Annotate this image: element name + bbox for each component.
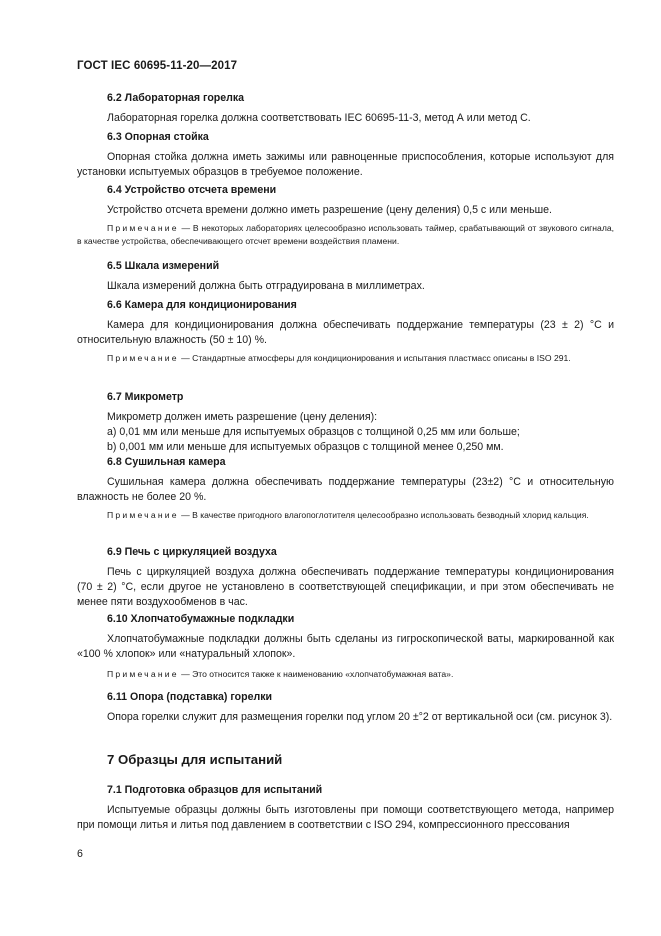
page-number: 6 xyxy=(77,848,83,860)
paragraph: Микрометр должен иметь разрешение (цену деления): xyxy=(107,411,378,423)
section-heading: 6.10 Хлопчатобумажные подкладки xyxy=(107,613,295,625)
note xyxy=(77,222,614,248)
section-heading: 6.2 Лабораторная горелка xyxy=(107,92,245,104)
note-label: Примечание xyxy=(107,223,179,233)
note-label: Примечание xyxy=(107,669,179,679)
section-6-9 xyxy=(77,545,614,610)
section-6-11 xyxy=(77,690,614,725)
standard-header: ГОСТ IEC 60695-11-20—2017 xyxy=(77,60,238,72)
note-label: Примечание xyxy=(107,510,179,520)
section-heading: 6.4 Устройство отсчета времени xyxy=(107,184,277,196)
note-label: Примечание xyxy=(107,353,179,363)
section-heading: 6.5 Шкала измерений xyxy=(107,260,220,272)
note xyxy=(77,668,614,681)
list-item: b) 0,001 мм или меньше для испытуемых образцов с толщиной менее 0,250 мм. xyxy=(107,441,504,453)
note xyxy=(77,352,614,365)
note-text: — Стандартные атмосферы для кондиционирования и испытания пластмасс описаны в ISO 291. xyxy=(178,353,571,363)
section-6-10 xyxy=(77,612,614,681)
section-heading: 6.6 Камера для кондиционирования xyxy=(107,299,297,311)
section-6-8 xyxy=(77,455,614,522)
section-heading: 6.9 Печь с циркуляцией воздуха xyxy=(107,546,277,558)
section-7-1 xyxy=(77,783,614,833)
section-heading: 6.3 Опорная стойка xyxy=(107,131,209,143)
section-6-2 xyxy=(77,91,614,126)
section-6-6 xyxy=(77,298,614,365)
paragraph: Устройство отсчета времени должно иметь разрешение (цену деления) 0,5 с или меньше. xyxy=(107,204,552,216)
paragraph: Опора горелки служит для размещения горелки под углом 20 ±°2 от вертикальной оси (см. рисунок 3). xyxy=(107,711,613,723)
paragraph: Опорная стойка должна иметь зажимы или равноценные приспособления, которые используют для установки испытуемых образцов в требуемое положение. xyxy=(77,151,614,178)
section-6-4 xyxy=(77,183,614,248)
paragraph: Сушильная камера должна обеспечивать поддержание температуры (23±2) °С и относительную влажность не более 20 %. xyxy=(77,476,614,503)
section-heading: 6.7 Микрометр xyxy=(107,391,184,403)
note-text: — В качестве пригодного влагопоглотителя целесообразно использовать безводный хлорид кальция. xyxy=(178,510,589,520)
chapter-heading: 7 Образцы для испытаний xyxy=(107,752,283,767)
list-item: a) 0,01 мм или меньше для испытуемых образцов с толщиной 0,25 мм или больше; xyxy=(107,426,520,438)
section-6-7 xyxy=(77,390,614,455)
paragraph: Лабораторная горелка должна соответствовать IEC 60695-11-3, метод А или метод С. xyxy=(107,112,531,124)
paragraph: Камера для кондиционирования должна обеспечивать поддержание температуры (23 ± 2) °С и относительную влажность (50 ± 10) %. xyxy=(77,319,614,346)
paragraph: Печь с циркуляцией воздуха должна обеспечивать поддержание температуры кондиционирования (70 ± 2) °С, если другое не установлено в соответствующей спецификации, и при этом обеспечивать не менее пяти воздухообменов в час. xyxy=(77,566,614,608)
section-heading: 6.11 Опора (подставка) горелки xyxy=(107,691,273,703)
paragraph: Шкала измерений должна быть отградуирована в миллиметрах. xyxy=(107,280,425,292)
note xyxy=(77,509,614,522)
section-6-3 xyxy=(77,130,614,180)
paragraph: Хлопчатобумажные подкладки должны быть сделаны из гигроскопической ваты, маркированной как «100 % хлопок» или «натуральный хлопок». xyxy=(77,633,614,660)
section-6-5 xyxy=(77,259,614,294)
note-text: — Это относится также к наименованию «хлопчатобумажная вата». xyxy=(178,669,454,679)
section-heading: 6.8 Сушильная камера xyxy=(107,456,226,468)
section-heading: 7.1 Подготовка образцов для испытаний xyxy=(107,784,323,796)
note-text: — В некоторых лабораториях целесообразно использовать таймер, срабатывающий от звукового сигнала, в качестве устройства, обеспечивающего отсчет времени воздействия пламени. xyxy=(77,223,614,246)
paragraph: Испытуемые образцы должны быть изготовлены при помощи соответствующего метода, например при помощи литья и литья под давлением в соответствии с ISO 294, компрессионного прессования xyxy=(77,804,614,831)
